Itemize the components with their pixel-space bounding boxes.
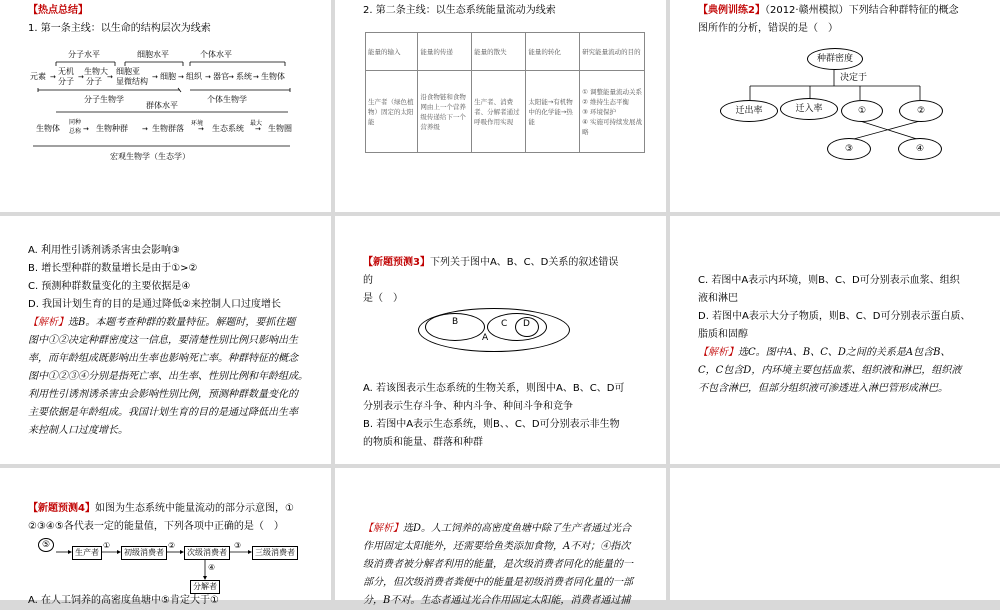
chain1-macromolecule-top: 生物大 <box>84 67 108 76</box>
chain1-organism: 生物体 <box>261 72 285 81</box>
option6-c-1: C. 若图中A表示内环境，则B、C、D可分别表示血浆、组织 <box>698 275 960 286</box>
svg-text:→: → <box>228 73 234 81</box>
svg-text:→: → <box>255 125 261 133</box>
label-individual-biology: 个体生物学 <box>207 95 247 104</box>
tag-new-question-4: 【新题预测4】 <box>28 503 95 514</box>
chain1-organ: 器官 <box>213 72 229 81</box>
chain1-element: 元素 <box>30 72 46 81</box>
label-macro-biology: 宏观生物学（生态学） <box>110 152 190 161</box>
level-individual: 个体水平 <box>200 50 232 59</box>
node-population-density: 种群密度 <box>807 48 863 70</box>
chain2-biosphere: 生物圈 <box>268 124 292 133</box>
slide-options-cd <box>670 216 1000 464</box>
svg-text:→: → <box>142 125 148 133</box>
svg-text:→: → <box>152 73 158 81</box>
question-text-1: 下列结合种群特征的概念 <box>848 5 959 16</box>
question3-line-1: 【新题预测3】下列关于图中A、B、C、D关系的叙述错误 <box>363 257 619 268</box>
heading-hotspot: 【热点总结】 <box>28 5 88 16</box>
tag-new-question-3: 【新题预测3】 <box>363 257 430 268</box>
chain2-organism: 生物体 <box>36 124 60 133</box>
explanation-line-2: 图中①②决定种群密度这一信息，要清楚性别比例只影响出生 <box>28 335 298 346</box>
explanation6-line-1: 【解析】选C。图中A、B、C、D之间的关系是A包含B、 <box>698 347 951 358</box>
chain2-population: 生物种群 <box>96 124 128 133</box>
slide-energy-flow <box>335 0 666 212</box>
energy-4: ④ <box>208 563 216 572</box>
energy-1: ① <box>103 541 111 550</box>
level-cellular: 细胞水平 <box>137 50 169 59</box>
th-purpose: 研究能量流动的目的 <box>580 33 645 71</box>
tag-example-2: 【典例训练2】 <box>698 5 765 16</box>
option6-c-2: 液和淋巴 <box>698 293 738 304</box>
td-transfer: 沿食物链和食物网由上一个营养级传递给下一个营养级 <box>418 71 472 153</box>
chain2-environment: 环境 <box>191 120 204 127</box>
level-population: 群体水平 <box>146 101 178 110</box>
option3-a-2: 分别表示生存斗争、种内斗争、种间斗争和竞争 <box>363 401 573 412</box>
chain1-system: 系统 <box>236 72 252 81</box>
label-d: D <box>523 319 530 329</box>
label-determined-by: 决定于 <box>840 73 868 83</box>
explanation8-line-5: 分，B不对。生态者通过光合作用固定太阳能，消费者通过捕 <box>363 595 631 606</box>
option6-d-2: 脂质和固醇 <box>698 329 748 340</box>
svg-text:→: → <box>107 73 113 81</box>
energy-flow-table <box>365 32 645 153</box>
energy-3: ③ <box>234 541 242 550</box>
explanation6-line-3: 不包含淋巴，但部分组织液可渗透进入淋巴管形成淋巴。 <box>698 383 948 394</box>
chain1-subcellular-bottom: 显微结构 <box>116 77 148 86</box>
th-dissipation: 能量的散失 <box>472 33 526 71</box>
explanation-line-7: 来控制人口过度增长。 <box>28 425 128 436</box>
level-molecular: 分子水平 <box>68 50 100 59</box>
box-primary-consumer: 初级消费者 <box>121 546 167 560</box>
box-tertiary-consumer: 三级消费者 <box>252 546 298 560</box>
explanation-line-5: 利用性引诱剂诱杀害虫会影响性别比例，预测种群数量变化的 <box>28 389 298 400</box>
td-conversion: 太阳能→有机物中的化学能→热能 <box>526 71 580 153</box>
explanation8-line-2: 作用固定太阳能外，还需要给鱼类添加食物，A不对；④指次 <box>363 541 631 552</box>
slide-example-2 <box>670 0 1000 212</box>
chain1-tissue: 组织 <box>186 72 202 81</box>
svg-text:→: → <box>253 73 259 81</box>
chain2-largest: 最大 <box>250 120 263 127</box>
svg-text:→: → <box>198 125 204 133</box>
explanation8-line-4: 部分，但次级消费者粪便中的能量是初级消费者同化量的一部 <box>363 577 633 588</box>
chain2-collective: 总称 <box>69 128 82 135</box>
label-c: C <box>501 319 508 329</box>
svg-text:→: → <box>83 125 89 133</box>
chain1-macromolecule-bottom: 分子 <box>86 77 102 86</box>
td-input: 生产者（绿色植物）固定的太阳能 <box>366 71 418 153</box>
slide-explanation-4 <box>335 468 666 606</box>
explanation6-line-2: C，C包含D，内环境主要包括血浆、组织液和淋巴，组织液 <box>698 365 962 376</box>
question4-line-2: ②③④⑤各代表一定的能量值，下列各项中正确的是（ ） <box>28 521 284 532</box>
label-molecular-biology: 分子生物学 <box>84 95 124 104</box>
option-c: C. 预测种群数量变化的主要依据是④ <box>28 281 191 292</box>
label-a: A <box>482 333 489 343</box>
energy-2: ② <box>168 541 176 550</box>
explanation-line-6: 主要依据是年龄组成。我国计划生育的目的是通过降低出生率 <box>28 407 298 418</box>
svg-text:→: → <box>50 73 56 81</box>
td-dissipation: 生产者、消费者、分解者通过呼吸作用实现 <box>472 71 526 153</box>
option3-b-1: B. 若图中A表示生态系统，则B、、C、D可分别表示非生物 <box>363 419 620 430</box>
chain2-same-species: 同种 <box>69 119 82 126</box>
box-producer: 生产者 <box>72 546 102 560</box>
chain2-ecosystem: 生态系统 <box>212 124 244 133</box>
explanation-line-3: 率，而年龄组成既影响出生率也影响死亡率。种群特征的概念 <box>28 353 298 364</box>
energy-5: ⑤ <box>38 538 54 552</box>
node-3: ③ <box>827 138 871 160</box>
explanation8-line-3: 级消费者被分解者利用的能量，是次级消费者同化的能量的一 <box>363 559 633 570</box>
chain1-inorganic-bottom: 分子 <box>58 77 74 86</box>
slide-hotspot-summary <box>0 0 331 212</box>
slide-blank <box>670 468 1000 600</box>
question-line-2: 图所作的分析，错误的是（ ） <box>698 23 838 34</box>
option3-b-2: 的物质和能量、群落和种群 <box>363 437 483 448</box>
th-conversion: 能量的转化 <box>526 33 580 71</box>
chain1-subcellular-top: 细胞亚 <box>116 67 140 76</box>
option-d: D. 我国计划生育的目的是通过降低②来控制人口过度增长 <box>28 299 282 310</box>
explanation-line-4: 图中①②③④分别是指死亡率、出生率、性别比例和年龄组成。 <box>28 371 308 382</box>
node-emigration-rate: 迁出率 <box>720 100 778 122</box>
option6-d-1: D. 若图中A表示大分子物质，则B、C、D可分别表示蛋白质、 <box>698 311 971 322</box>
slide-new-question-3 <box>335 216 666 464</box>
box-decomposer: 分解者 <box>190 580 220 594</box>
th-transfer: 能量的传递 <box>418 33 472 71</box>
td-purpose: ① 调整能量流动关系 ② 维持生态平衡 ③ 环境保护 ④ 实施可持续发展战略 <box>580 71 645 153</box>
question4-line-1: 【新题预测4】如图为生态系统中能量流动的部分示意图，① <box>28 503 294 514</box>
slide-new-question-4 <box>0 468 331 606</box>
explanation-line-1: 【解析】选B。本题考查种群的数量特征。解题时，要抓住题 <box>28 317 296 328</box>
question3-line-2: 的 <box>363 275 373 286</box>
chain1-inorganic-top: 无机 <box>58 67 74 76</box>
slide-options-explanation <box>0 216 331 464</box>
chain1-cell: 细胞 <box>160 72 176 81</box>
explanation8-line-1: 【解析】选D。人工饲养的高密度鱼塘中除了生产者通过光合 <box>363 523 632 534</box>
svg-text:→: → <box>205 73 211 81</box>
node-1: ① <box>841 100 883 122</box>
energy-flow-arrows <box>0 468 331 600</box>
chain2-community: 生物群落 <box>152 124 184 133</box>
node-immigration-rate: 迁入率 <box>780 98 838 120</box>
tag-explanation-6: 【解析】 <box>698 347 738 358</box>
tag-explanation-8: 【解析】 <box>363 523 403 534</box>
node-2: ② <box>899 100 943 122</box>
question3-line-3: 是（ ） <box>363 293 403 304</box>
svg-text:→: → <box>78 73 84 81</box>
mainline-1: 1. 第一条主线：以生命的结构层次为线索 <box>28 23 211 34</box>
option4-a-partial: A. 在人工饲养的高密度鱼塘中⑤肯定大于① <box>28 595 219 606</box>
label-b: B <box>452 317 459 327</box>
node-4: ④ <box>898 138 942 160</box>
option3-a-1: A. 若该图表示生态系统的生物关系，则图中A、B、C、D可 <box>363 383 625 394</box>
svg-text:→: → <box>178 73 184 81</box>
option-b: B. 增长型种群的数量增长是由于①>② <box>28 263 198 274</box>
tag-explanation: 【解析】 <box>28 317 68 328</box>
th-input: 能量的输入 <box>366 33 418 71</box>
option-a: A. 利用性引诱剂诱杀害虫会影响③ <box>28 245 180 256</box>
box-secondary-consumer: 次级消费者 <box>184 546 230 560</box>
question-source: （2012·赣州模拟） <box>764 5 849 16</box>
mainline-2: 2. 第二条主线：以生态系统能量流动为线索 <box>363 5 556 16</box>
